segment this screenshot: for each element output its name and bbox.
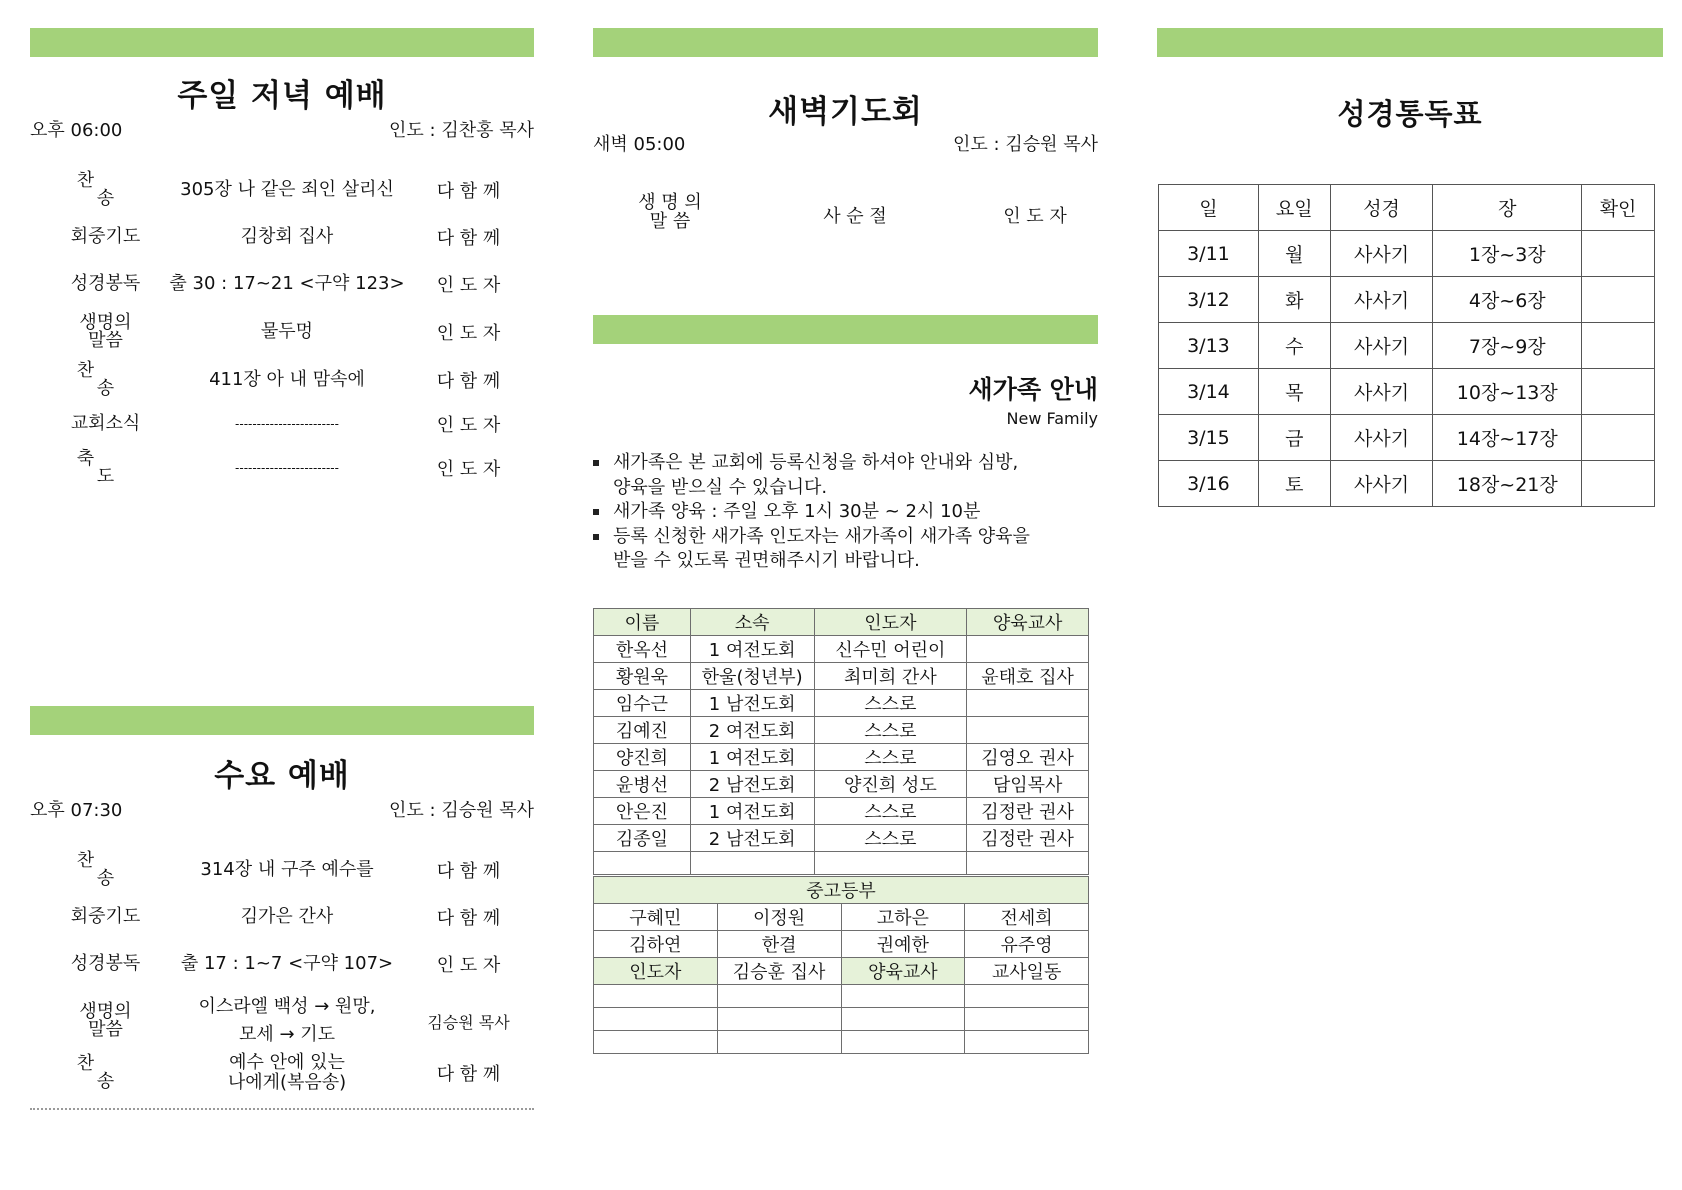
table-cell xyxy=(717,1031,841,1054)
table-row xyxy=(1159,231,1655,277)
order-by: 인 도 자 xyxy=(436,275,501,296)
table-cell: 최미희 간사 xyxy=(814,663,967,690)
table-cell: 스스로 xyxy=(814,690,967,717)
col-header: 장 xyxy=(1433,185,1582,231)
table-cell xyxy=(594,985,718,1008)
check-cell[interactable] xyxy=(1582,323,1655,369)
table-cell: 양진희 성도 xyxy=(814,771,967,798)
newfamily-title: 새가족 안내 xyxy=(968,375,1098,404)
order-by: 다 함 께 xyxy=(436,371,501,392)
table-row xyxy=(594,798,1089,825)
order-row xyxy=(53,897,521,937)
order-item: 찬송 xyxy=(76,1053,155,1092)
table-cell xyxy=(967,852,1089,875)
check-cell[interactable] xyxy=(1582,369,1655,415)
table-row xyxy=(594,744,1089,771)
table-cell: 임수근 xyxy=(594,690,691,717)
table-cell: 인도자 xyxy=(594,958,718,985)
order-content-line: 이스라엘 백성 → 원망, xyxy=(198,996,376,1017)
order-content: 411장 아 내 맘속에 xyxy=(209,369,365,390)
table-cell: 3/14 xyxy=(1159,369,1259,415)
table-cell: 2 여전도회 xyxy=(690,717,814,744)
notice-line: 새가족은 본 교회에 등록신청을 하셔야 안내와 심방, xyxy=(613,452,1019,473)
order-row xyxy=(53,404,521,444)
table-cell: 이정원 xyxy=(717,904,841,931)
table-cell: 김종일 xyxy=(594,825,691,852)
table-cell: 목 xyxy=(1258,369,1330,415)
table-cell: 김예진 xyxy=(594,717,691,744)
table-cell: 권예한 xyxy=(841,931,965,958)
table-cell: 한울(청년부) xyxy=(690,663,814,690)
table-cell xyxy=(594,1031,718,1054)
order-content-line: 예수 안에 있는 xyxy=(229,1052,345,1073)
dawn-title: 새벽기도회 xyxy=(768,94,923,130)
table-cell: 10장~13장 xyxy=(1433,369,1582,415)
table-cell: 14장~17장 xyxy=(1433,415,1582,461)
table-cell: 유주영 xyxy=(965,931,1089,958)
order-row xyxy=(53,995,521,1047)
order-row xyxy=(53,312,521,352)
table-row xyxy=(594,1008,1089,1031)
table-row xyxy=(594,690,1089,717)
wednesday-title: 수요 예배 xyxy=(214,758,350,794)
section-bar-wednesday xyxy=(30,706,534,735)
table-row xyxy=(594,825,1089,852)
newfamily-subtitle: New Family xyxy=(1006,409,1098,428)
table-header-row xyxy=(1159,185,1655,231)
dawn-time: 새벽 05:00 xyxy=(593,134,686,155)
order-item: 찬송 xyxy=(76,850,155,889)
table-cell: 윤병선 xyxy=(594,771,691,798)
order-item xyxy=(53,314,158,350)
table-cell: 사사기 xyxy=(1330,277,1433,323)
order-item-line: 생명의 xyxy=(79,1001,132,1022)
table-cell: 안은진 xyxy=(594,798,691,825)
order-by: 다 함 께 xyxy=(436,1064,501,1085)
table-cell: 황원욱 xyxy=(594,663,691,690)
table-row xyxy=(594,1031,1089,1054)
newfamily-notice-list xyxy=(591,451,1101,574)
youth-table xyxy=(593,876,1089,1054)
table-row xyxy=(1159,369,1655,415)
table-row xyxy=(594,985,1089,1008)
order-row xyxy=(53,360,521,400)
table-header-row xyxy=(594,877,1089,904)
dawn-col-word xyxy=(630,193,710,231)
order-item-line: 말씀 xyxy=(88,1019,123,1040)
order-content: ------------------------ xyxy=(235,417,339,431)
order-by: 인 도 자 xyxy=(436,459,501,480)
table-cell: 김정란 권사 xyxy=(967,825,1089,852)
table-cell: 전세희 xyxy=(965,904,1089,931)
order-item-line: 생명의 xyxy=(79,312,132,333)
table-cell: 사사기 xyxy=(1330,231,1433,277)
order-content: 출 17 : 1~7 <구약 107> xyxy=(180,953,394,974)
notice-item xyxy=(591,451,1101,500)
reading-title: 성경통독표 xyxy=(1337,97,1483,131)
order-content-line: 모세 → 기도 xyxy=(238,1024,336,1045)
wednesday-leader: 인도 : 김승원 목사 xyxy=(389,800,534,821)
order-content-line: 나에게(복음송) xyxy=(227,1072,347,1093)
check-cell[interactable] xyxy=(1582,231,1655,277)
order-row xyxy=(53,1050,521,1096)
notice-line: 등록 신청한 새가족 인도자는 새가족이 새가족 양육을 xyxy=(613,525,1030,547)
order-row xyxy=(53,448,521,488)
order-by: 다 함 께 xyxy=(436,861,501,882)
table-row xyxy=(1159,461,1655,507)
col-header: 소속 xyxy=(690,609,814,636)
order-row xyxy=(53,170,521,210)
table-cell xyxy=(717,1008,841,1031)
check-cell[interactable] xyxy=(1582,415,1655,461)
table-cell: 사사기 xyxy=(1330,369,1433,415)
table-row xyxy=(1159,323,1655,369)
table-row xyxy=(594,852,1089,875)
table-cell xyxy=(841,1008,965,1031)
table-cell: 화 xyxy=(1258,277,1330,323)
table-cell: 양진희 xyxy=(594,744,691,771)
table-row xyxy=(594,717,1089,744)
table-cell: 고하은 xyxy=(841,904,965,931)
order-item-line: 말씀 xyxy=(88,330,123,351)
order-item: 성경봉독 xyxy=(70,273,141,294)
table-cell xyxy=(967,690,1089,717)
youth-title: 중고등부 xyxy=(594,877,1089,904)
table-cell: 양육교사 xyxy=(841,958,965,985)
order-by: 다 함 께 xyxy=(436,181,501,202)
table-cell: 1 남전도회 xyxy=(690,690,814,717)
table-cell: 사사기 xyxy=(1330,415,1433,461)
table-cell: 3/11 xyxy=(1159,231,1259,277)
table-cell: 1 여전도회 xyxy=(690,744,814,771)
evening-title: 주일 저녁 예배 xyxy=(177,78,387,114)
table-row xyxy=(1159,415,1655,461)
dawn-col-season: 사 순 절 xyxy=(823,206,887,227)
table-cell xyxy=(965,1031,1089,1054)
table-cell: 1장~3장 xyxy=(1433,231,1582,277)
table-cell: 1 여전도회 xyxy=(690,798,814,825)
order-content xyxy=(158,1053,416,1093)
table-cell xyxy=(717,985,841,1008)
table-cell: 스스로 xyxy=(814,798,967,825)
table-cell: 윤태호 집사 xyxy=(967,663,1089,690)
table-cell xyxy=(690,852,814,875)
table-cell: 1 여전도회 xyxy=(690,636,814,663)
col-header: 양육교사 xyxy=(967,609,1089,636)
table-cell: 신수민 어린이 xyxy=(814,636,967,663)
order-content xyxy=(158,993,416,1049)
order-row xyxy=(53,944,521,984)
table-cell xyxy=(594,1008,718,1031)
table-cell: 3/16 xyxy=(1159,461,1259,507)
table-cell: 스스로 xyxy=(814,825,967,852)
table-cell: 18장~21장 xyxy=(1433,461,1582,507)
order-by: 다 함 께 xyxy=(436,908,501,929)
table-cell: 김하연 xyxy=(594,931,718,958)
order-by: 인 도 자 xyxy=(436,323,501,344)
section-bar-reading xyxy=(1157,28,1663,57)
table-row xyxy=(594,904,1089,931)
table-cell: 3/15 xyxy=(1159,415,1259,461)
table-cell: 한옥선 xyxy=(594,636,691,663)
order-by: 김승원 목사 xyxy=(427,1012,510,1032)
order-row xyxy=(53,264,521,304)
order-by: 인 도 자 xyxy=(436,955,501,976)
table-cell xyxy=(841,985,965,1008)
table-cell: 사사기 xyxy=(1330,461,1433,507)
table-cell: 사사기 xyxy=(1330,323,1433,369)
col-header: 이름 xyxy=(594,609,691,636)
col-header: 인도자 xyxy=(814,609,967,636)
table-cell xyxy=(841,1031,965,1054)
table-cell xyxy=(967,636,1089,663)
check-cell[interactable] xyxy=(1582,277,1655,323)
table-cell: 한결 xyxy=(717,931,841,958)
section-bar-evening xyxy=(30,28,534,57)
col-header: 일 xyxy=(1159,185,1259,231)
table-cell: 담임목사 xyxy=(967,771,1089,798)
table-cell: 수 xyxy=(1258,323,1330,369)
order-row xyxy=(53,850,521,890)
evening-time: 오후 06:00 xyxy=(30,120,123,141)
reading-table xyxy=(1158,184,1655,507)
table-header-row xyxy=(594,609,1089,636)
table-cell: 금 xyxy=(1258,415,1330,461)
table-cell: 7장~9장 xyxy=(1433,323,1582,369)
evening-leader: 인도 : 김찬홍 목사 xyxy=(389,120,534,141)
table-cell: 2 남전도회 xyxy=(690,771,814,798)
col-header: 요일 xyxy=(1258,185,1330,231)
table-cell xyxy=(814,852,967,875)
order-content: ------------------------ xyxy=(235,461,339,475)
table-cell xyxy=(594,852,691,875)
table-cell xyxy=(965,985,1089,1008)
table-cell xyxy=(965,1008,1089,1031)
table-cell: 4장~6장 xyxy=(1433,277,1582,323)
notice-line: 새가족 양육 : 주일 오후 1시 30분 ~ 2시 10분 xyxy=(613,501,981,522)
table-cell: 스스로 xyxy=(814,744,967,771)
table-row xyxy=(594,771,1089,798)
order-content: 물두멍 xyxy=(260,321,314,342)
order-content: 314장 내 구주 예수를 xyxy=(200,859,374,880)
table-cell: 2 남전도회 xyxy=(690,825,814,852)
order-item: 회중기도 xyxy=(70,906,141,927)
order-item xyxy=(53,1003,158,1039)
order-item: 찬송 xyxy=(76,170,155,209)
dotted-divider xyxy=(30,1108,534,1110)
table-cell: 3/13 xyxy=(1159,323,1259,369)
order-by: 다 함 께 xyxy=(436,228,501,249)
order-content: 김가은 간사 xyxy=(240,906,334,927)
table-row xyxy=(1159,277,1655,323)
table-cell: 구혜민 xyxy=(594,904,718,931)
order-item: 교회소식 xyxy=(70,413,141,434)
section-bar-dawn xyxy=(593,28,1098,57)
table-row xyxy=(594,931,1089,958)
table-cell: 3/12 xyxy=(1159,277,1259,323)
table-row xyxy=(594,663,1089,690)
table-cell: 스스로 xyxy=(814,717,967,744)
wednesday-time: 오후 07:30 xyxy=(30,800,123,821)
order-content: 출 30 : 17~21 <구약 123> xyxy=(169,273,405,294)
check-cell[interactable] xyxy=(1582,461,1655,507)
col-header: 확인 xyxy=(1582,185,1655,231)
table-cell: 김영오 권사 xyxy=(967,744,1089,771)
table-cell: 토 xyxy=(1258,461,1330,507)
table-row xyxy=(594,958,1089,985)
order-by: 인 도 자 xyxy=(436,415,501,436)
notice-item xyxy=(591,525,1101,574)
order-item: 회중기도 xyxy=(70,226,141,247)
dawn-col-leader: 인 도 자 xyxy=(1003,206,1067,227)
notice-line: 양육을 받으실 수 있습니다. xyxy=(613,476,828,498)
order-item: 성경봉독 xyxy=(70,953,141,974)
col-header: 성경 xyxy=(1330,185,1433,231)
table-cell xyxy=(967,717,1089,744)
order-item: 축도 xyxy=(76,448,155,487)
notice-line: 받을 수 있도록 권면해주시기 바랍니다. xyxy=(613,550,920,571)
table-cell: 교사일동 xyxy=(965,958,1089,985)
table-cell: 김정란 권사 xyxy=(967,798,1089,825)
table-row xyxy=(594,636,1089,663)
dawn-leader: 인도 : 김승원 목사 xyxy=(953,134,1098,155)
order-content: 김창회 집사 xyxy=(240,226,334,247)
table-cell: 월 xyxy=(1258,231,1330,277)
dawn-col-word-line: 생 명 의 xyxy=(638,192,702,213)
section-bar-newfamily xyxy=(593,315,1098,344)
dawn-col-word-line: 말 씀 xyxy=(649,211,691,232)
table-cell: 김승훈 집사 xyxy=(717,958,841,985)
notice-item xyxy=(591,500,1101,525)
order-item: 찬송 xyxy=(76,360,155,399)
order-content: 305장 나 같은 죄인 살리신 xyxy=(180,179,394,200)
newfamily-table xyxy=(593,608,1089,875)
order-row xyxy=(53,217,521,257)
